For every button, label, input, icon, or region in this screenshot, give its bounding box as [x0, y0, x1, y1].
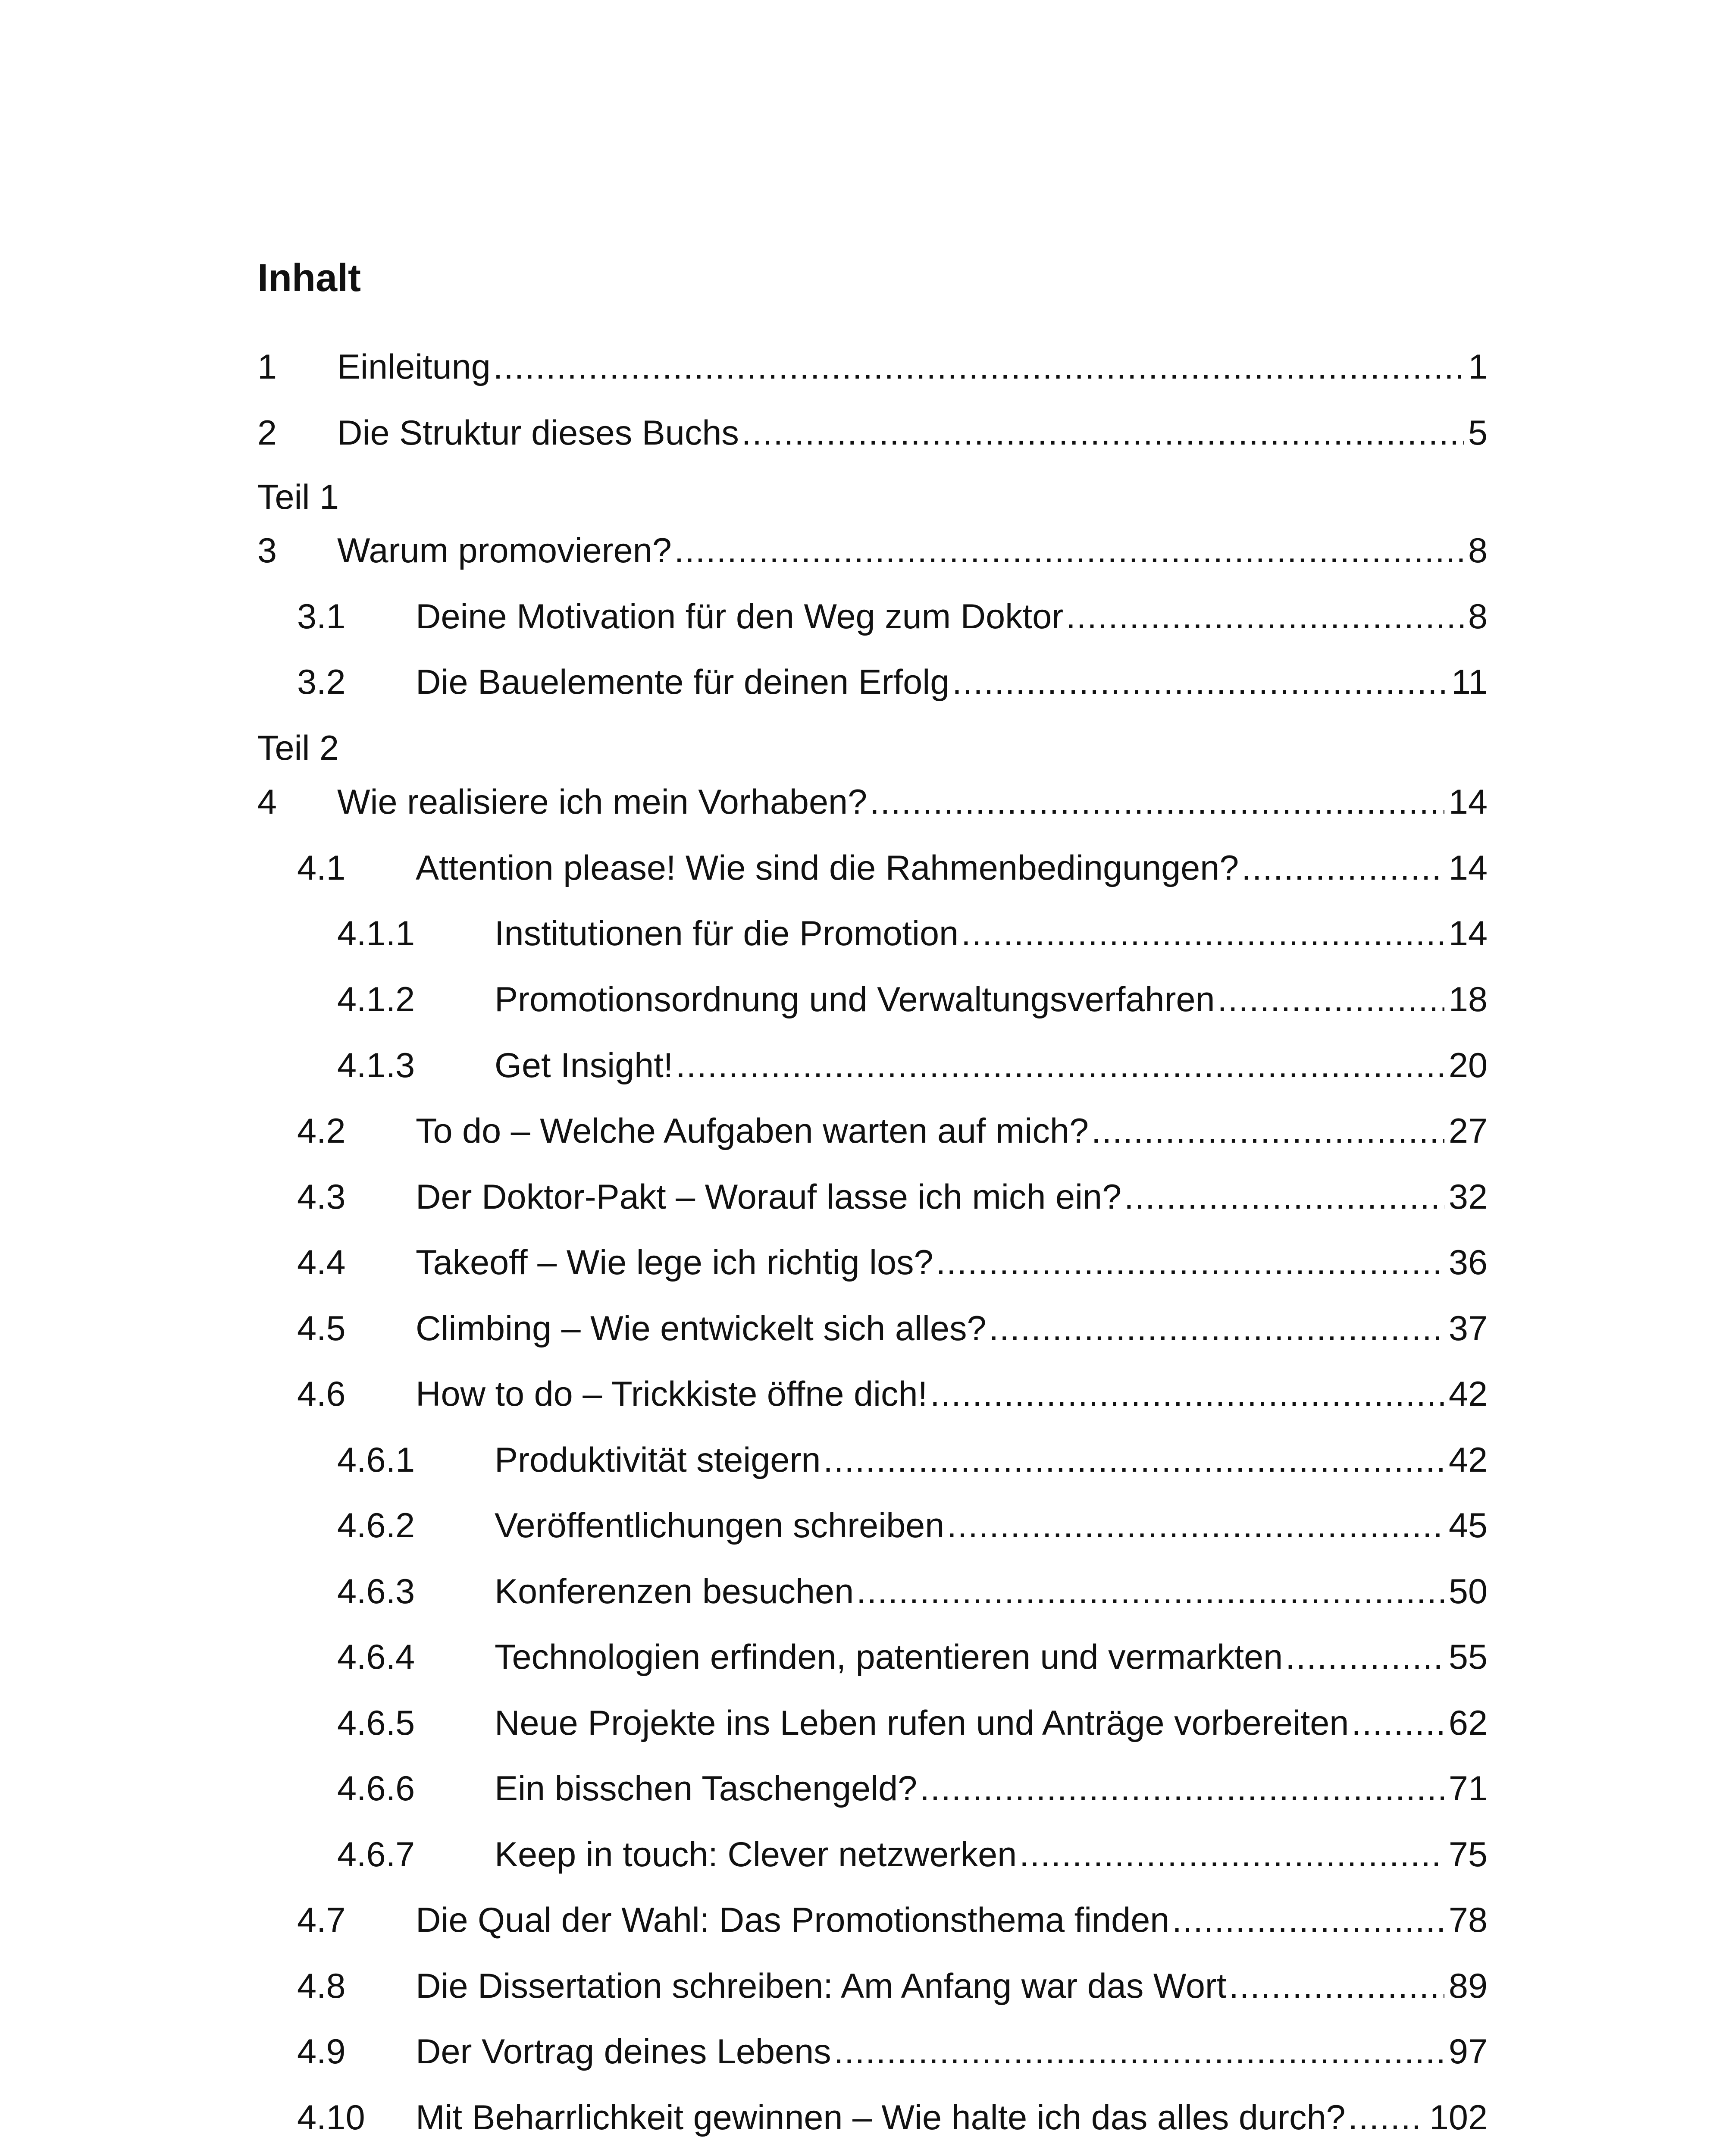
toc-entry-title: Konferenzen besuchen — [495, 1572, 854, 1611]
toc-entry-page: 42 — [1448, 1441, 1488, 1479]
toc-entry-title: Climbing – Wie entwickelt sich alles? — [416, 1309, 987, 1348]
toc-entry[interactable] — [257, 1699, 1488, 1747]
toc-entry-number: 4.6 — [297, 1375, 346, 1413]
toc-entry-title: Get Insight! — [495, 1046, 673, 1085]
toc-entry-number: 4.3 — [297, 1178, 346, 1216]
dot-leader — [936, 1239, 1444, 1286]
toc-entry-title: Mit Beharrlichkeit gewinnen – Wie halte ich das alles durch? — [416, 2098, 1346, 2137]
toc-entry-number: 4.6.2 — [337, 1506, 415, 1545]
dot-leader — [1285, 1633, 1444, 1681]
toc-entry-title: How to do – Trickkiste öffne dich! — [416, 1375, 928, 1413]
toc-entry[interactable] — [257, 1107, 1488, 1155]
toc-entry-title: Warum promovieren? — [337, 531, 672, 570]
toc-entry-title: Takeoff – Wie lege ich richtig los? — [416, 1243, 933, 1282]
toc-entry-page: 55 — [1448, 1638, 1488, 1677]
toc-entry-number: 4.6.7 — [337, 1835, 415, 1874]
toc-entry-title: Attention please! Wie sind die Rahmenbedingungen? — [416, 849, 1239, 887]
toc-entry-title: Die Struktur dieses Buchs — [337, 414, 739, 452]
toc-entry[interactable] — [257, 976, 1488, 1023]
toc-entry-page: 78 — [1448, 1901, 1488, 1940]
toc-entry-page: 89 — [1448, 1967, 1488, 2006]
toc-entry[interactable] — [257, 593, 1488, 640]
toc-entry-number: 2 — [257, 414, 277, 452]
toc-entry[interactable] — [257, 1305, 1488, 1352]
toc-entry-number: 4.10 — [297, 2098, 365, 2137]
dot-leader — [823, 1436, 1444, 1484]
dot-leader — [1091, 1107, 1444, 1155]
toc-entry-number: 3 — [257, 531, 277, 570]
dot-leader — [834, 2028, 1444, 2075]
dot-leader — [947, 1502, 1444, 1549]
toc-entry-number: 4.6.6 — [337, 1769, 415, 1808]
toc-entry[interactable] — [257, 343, 1488, 391]
dot-leader — [870, 778, 1444, 826]
toc-entry[interactable] — [257, 409, 1488, 457]
toc-entry[interactable] — [257, 1633, 1488, 1681]
toc-entry-number: 4.6.1 — [337, 1441, 415, 1479]
toc-entry-title: Der Vortrag deines Lebens — [416, 2032, 831, 2071]
toc-entry-number: 4.6.5 — [337, 1704, 415, 1742]
toc-entry-page: 75 — [1448, 1835, 1488, 1874]
toc-entry-title: Veröffentlichungen schreiben — [495, 1506, 945, 1545]
toc-entry-page: 42 — [1448, 1375, 1488, 1413]
dot-leader — [1348, 2094, 1425, 2141]
dot-leader — [856, 1568, 1444, 1615]
toc-entry-title: Promotionsordnung und Verwaltungsverfahren — [495, 980, 1215, 1019]
toc-entry[interactable] — [257, 1568, 1488, 1615]
toc-entry-number: 4.1.2 — [337, 980, 415, 1019]
toc-entry-page: 1 — [1468, 348, 1488, 386]
part-heading: Teil 2 — [257, 729, 339, 768]
toc-entry-number: 4.8 — [297, 1967, 346, 2006]
dot-leader — [674, 527, 1464, 574]
dot-leader — [920, 1765, 1444, 1812]
toc-entry-title: Einleitung — [337, 348, 491, 386]
toc-entry[interactable] — [257, 1962, 1488, 2010]
toc-entry-title: To do – Welche Aufgaben warten auf mich? — [416, 1112, 1089, 1150]
toc-entry-title: Der Doktor-Pakt – Worauf lasse ich mich ein? — [416, 1178, 1122, 1216]
toc-entry-title: Die Dissertation schreiben: Am Anfang war das Wort — [416, 1967, 1227, 2006]
toc-entry[interactable] — [257, 2028, 1488, 2075]
toc-entry-number: 4.7 — [297, 1901, 346, 1940]
toc-entry-page: 62 — [1448, 1704, 1488, 1742]
toc-entry[interactable] — [257, 1765, 1488, 1812]
toc-entry-title: Die Bauelemente für deinen Erfolg — [416, 663, 950, 702]
toc-entry-number: 4.1.3 — [337, 1046, 415, 1085]
toc-entry[interactable] — [257, 1370, 1488, 1418]
toc-entry-page: 5 — [1468, 414, 1488, 452]
toc-entry-page: 18 — [1448, 980, 1488, 1019]
toc-entry-number: 4.5 — [297, 1309, 346, 1348]
toc-entry-title: Keep in touch: Clever netzwerken — [495, 1835, 1017, 1874]
toc-entry[interactable] — [257, 1502, 1488, 1549]
toc-entry-page: 27 — [1448, 1112, 1488, 1150]
dot-leader — [1066, 593, 1464, 640]
toc-entry-number: 4.6.4 — [337, 1638, 415, 1677]
toc-entry[interactable] — [257, 778, 1488, 826]
dot-leader — [742, 409, 1464, 457]
toc-entry-page: 36 — [1448, 1243, 1488, 1282]
dot-leader — [493, 343, 1464, 391]
toc-entry-page: 45 — [1448, 1506, 1488, 1545]
toc-entry-number: 3.1 — [297, 597, 346, 636]
toc-entry-page: 8 — [1468, 531, 1488, 570]
toc-entry-page: 8 — [1468, 597, 1488, 636]
toc-entry[interactable] — [257, 1173, 1488, 1221]
dot-leader — [1172, 1896, 1444, 1944]
toc-entry[interactable] — [257, 1239, 1488, 1286]
toc-entry-title: Technologien erfinden, patentieren und vermarkten — [495, 1638, 1283, 1677]
toc-entry[interactable] — [257, 658, 1488, 706]
toc-entry-page: 20 — [1448, 1046, 1488, 1085]
toc-entry-page: 32 — [1448, 1178, 1488, 1216]
toc-entry[interactable] — [257, 2094, 1488, 2141]
toc-entry-number: 1 — [257, 348, 277, 386]
toc-entry[interactable] — [257, 844, 1488, 892]
toc-entry-title: Die Qual der Wahl: Das Promotionsthema finden — [416, 1901, 1170, 1940]
toc-entry[interactable] — [257, 1436, 1488, 1484]
dot-leader — [952, 658, 1447, 706]
dot-leader — [676, 1042, 1444, 1089]
dot-leader — [1229, 1962, 1444, 2010]
dot-leader — [930, 1370, 1444, 1418]
table-of-contents — [257, 0, 1488, 2156]
toc-entry-title: Produktivität steigern — [495, 1441, 821, 1479]
toc-entry-page: 102 — [1429, 2098, 1488, 2137]
toc-entry[interactable] — [257, 1896, 1488, 1944]
toc-entry-title: Neue Projekte ins Leben rufen und Anträge vorbereiten — [495, 1704, 1349, 1742]
toc-entry-page: 71 — [1448, 1769, 1488, 1808]
toc-entry-page: 37 — [1448, 1309, 1488, 1348]
dot-leader — [961, 910, 1444, 957]
dot-leader — [1351, 1699, 1444, 1747]
toc-entry-page: 14 — [1448, 914, 1488, 953]
dot-leader — [1241, 844, 1444, 892]
page-title: Inhalt — [257, 257, 361, 300]
toc-entry-title: Ein bisschen Taschengeld? — [495, 1769, 918, 1808]
toc-entry-page: 14 — [1448, 783, 1488, 821]
toc-entry[interactable] — [257, 910, 1488, 957]
toc-entry-title: Wie realisiere ich mein Vorhaben? — [337, 783, 868, 821]
toc-entry-number: 4.6.3 — [337, 1572, 415, 1611]
dot-leader — [989, 1305, 1444, 1352]
toc-entry-page: 50 — [1448, 1572, 1488, 1611]
dot-leader — [1124, 1173, 1444, 1221]
toc-entry-number: 4.1.1 — [337, 914, 415, 953]
toc-entry-page: 97 — [1448, 2032, 1488, 2071]
toc-entry-number: 4 — [257, 783, 277, 821]
toc-entry-page: 11 — [1451, 663, 1488, 702]
toc-entry-number: 4.1 — [297, 849, 346, 887]
toc-entry[interactable] — [257, 1042, 1488, 1089]
dot-leader — [1019, 1831, 1444, 1878]
toc-entry-title: Institutionen für die Promotion — [495, 914, 959, 953]
toc-entry-number: 4.2 — [297, 1112, 346, 1150]
toc-entry-title: Deine Motivation für den Weg zum Doktor — [416, 597, 1064, 636]
dot-leader — [1218, 976, 1444, 1023]
toc-entry-number: 4.9 — [297, 2032, 346, 2071]
toc-entry[interactable] — [257, 527, 1488, 574]
toc-entry-page: 14 — [1448, 849, 1488, 887]
toc-entry-number: 3.2 — [297, 663, 346, 702]
part-heading: Teil 1 — [257, 478, 339, 517]
toc-entry-number: 4.4 — [297, 1243, 346, 1282]
toc-entry[interactable] — [257, 1831, 1488, 1878]
